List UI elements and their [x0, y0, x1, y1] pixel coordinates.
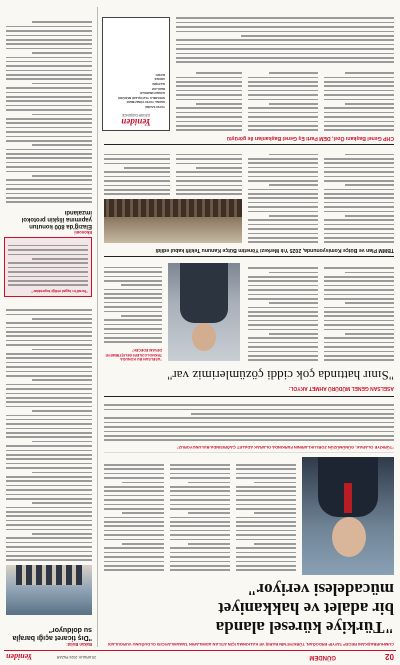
- divider: [104, 396, 394, 397]
- second-photo: [168, 263, 240, 361]
- main-subhead: "TÜRKİYE OLARAK, GÜNÜMÜZÜN ZORLUKLARININ FARKINDA OLARAK ADALET ÇAĞRISINDA BULUNUYORUZ": [104, 445, 394, 453]
- imprint-lines: [107, 72, 165, 109]
- side-bottom-kicker: Ekonomi: [74, 230, 92, 235]
- brief-body-col-4: [104, 149, 170, 195]
- main-headline-line-1: "Türkiye küresel alanda: [215, 618, 394, 637]
- brief-photo: [104, 199, 242, 243]
- second-body-col-2: [248, 261, 318, 361]
- brief-body-col-1: [324, 149, 394, 243]
- imprint-title: ÖZGÜR DÜŞÜNCE: [121, 113, 151, 117]
- chp-body-lower: [176, 13, 394, 63]
- side-top-body: [6, 301, 92, 561]
- imprint-line: SORUMLU YAZI İŞLERİ MÜDÜRÜ: [117, 95, 165, 100]
- main-body-col-3: [104, 459, 164, 571]
- main-photo: [302, 457, 394, 575]
- imprint-line: HABER MERKEZİ: [139, 91, 165, 96]
- imprint-line: GENEL YAYIN YÖNETMENİ: [126, 100, 165, 105]
- imprint-line: REKLAM: [152, 86, 165, 91]
- chp-body-col-2: [248, 67, 318, 131]
- side-bottom-headline: Elazığ'da 800 konutun yapımına ilişkin protokol imzalandı: [21, 209, 92, 229]
- side-top-headline: "Dış ticaret açığı barajla su dolduyor": [12, 626, 92, 641]
- side-bottom-body: [6, 15, 92, 203]
- issue-date: 29 ARALIK 2024 PAZAR: [56, 655, 96, 659]
- second-kicker: ASELSAN GENEL MÜDÜRÜ AHMET AKYOL:: [288, 385, 394, 391]
- brief-headline: TBMM Plan ve Bütçe Komisyonunda, 2025 Yılı Merkezi Yönetim Bütçe Kanunu Teklifi kabul edildi: [155, 247, 394, 253]
- side-box-title: "İsrail'in işgal ettiği topraklar": [31, 289, 88, 294]
- imprint-line: ADRES: [154, 77, 165, 82]
- chp-headline: CHP Genel Başkanı Özel, DEM Parti Eş Genel Başkanları ile görüştü: [226, 135, 394, 141]
- sidebar-divider: [97, 7, 98, 647]
- main-headline: [104, 580, 394, 637]
- second-subhead: "ASELSAN BU KONUDA TEKNOLOJİLERİ GELİŞTİRMEYE DEVAM EDECEK": [105, 348, 162, 361]
- second-headline: "Sınır hattında çok ciddi çözümlerimiz var": [167, 368, 394, 383]
- side-box: [4, 237, 92, 297]
- section-label: GÜNDEM: [309, 654, 336, 660]
- imprint-line: BASKI: [155, 72, 165, 77]
- imprint-logo: Yeniden: [121, 117, 151, 127]
- page-number: 02: [385, 652, 394, 661]
- second-body-col-3: [104, 261, 162, 343]
- main-body-lower: [104, 401, 394, 441]
- main-headline-line-2: bir adalet ve hakkaniyet: [218, 599, 394, 618]
- imprint-box: [102, 17, 170, 131]
- page-header: [4, 650, 396, 661]
- brief-body-col-2: [248, 149, 318, 243]
- header-logo: Yeniden: [6, 652, 33, 661]
- chp-body-col-3: [176, 67, 242, 131]
- brief-body-col-3: [176, 149, 242, 195]
- side-box-body: [8, 240, 88, 286]
- divider: [104, 256, 394, 257]
- side-top-kicker: Bakan Bolat:: [66, 642, 92, 647]
- main-body-col-1: [236, 459, 296, 571]
- imprint-line: İLETİŞİM: [152, 82, 165, 87]
- main-body-col-2: [170, 459, 230, 571]
- imprint-line: YAYIN SAHİBİ: [145, 105, 165, 109]
- side-top-photo: [6, 565, 92, 615]
- chp-body-col-1: [324, 67, 394, 131]
- second-body-col-1: [324, 261, 394, 361]
- divider: [104, 144, 394, 145]
- main-kicker: CUMHURBAŞKANI RECEP TAYYİP ERDOĞAN, TÜRKİYE'NİN BARIŞ VE KALKINMA İÇİN ATILAN ADIMLARIN TAMAMLAYICISI OLDUĞUNU VURGULADI: [107, 642, 394, 647]
- main-headline-line-3: mücadelesi veriyor": [247, 580, 394, 599]
